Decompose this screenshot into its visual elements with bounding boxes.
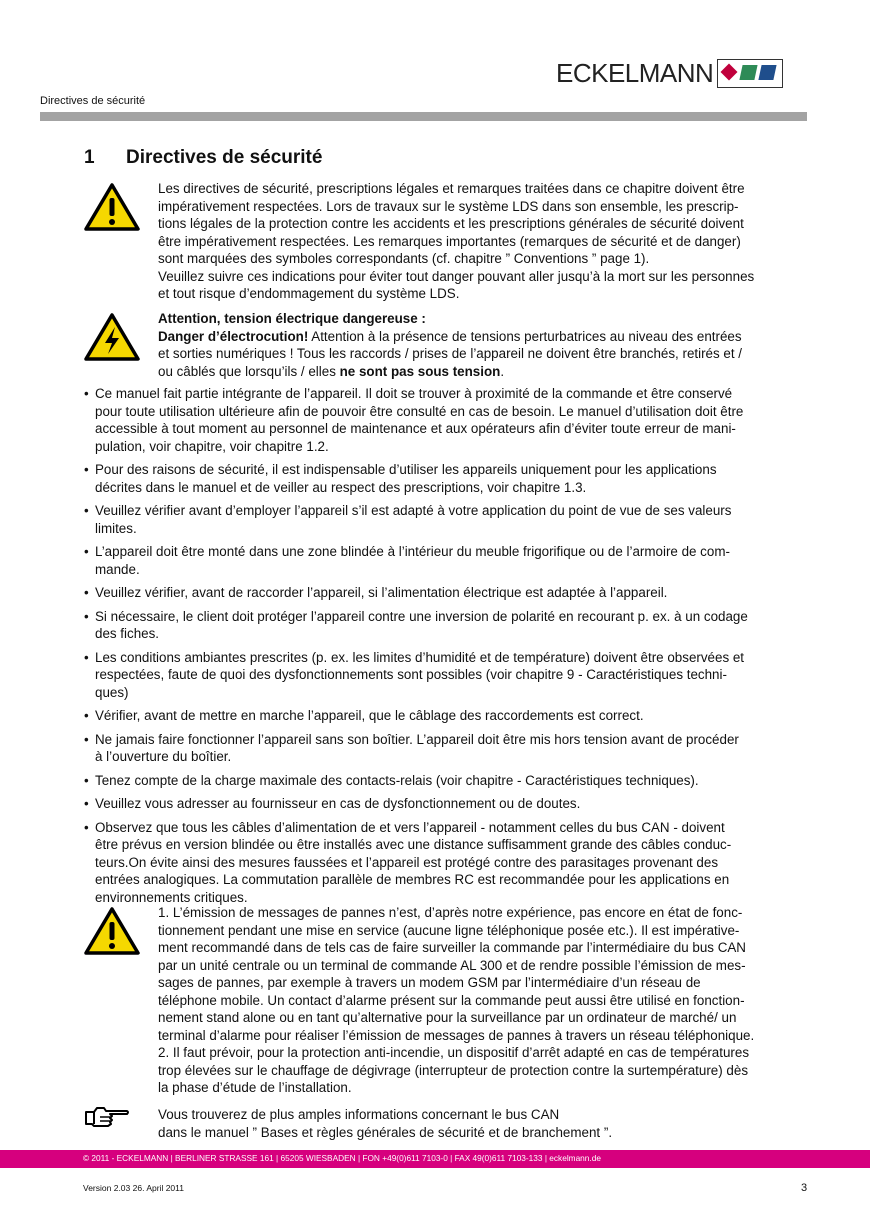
warning-triangle-icon [84,906,140,961]
high-voltage-icon [84,312,140,367]
logo-marks [717,59,783,88]
safety-bullet-list [84,385,810,912]
list-item: • Veuillez vérifier avant d’employer l’appareil s’il est adapté à votre application du point de vue de ses valeurs limites. [84,502,810,537]
list-item: • Tenez compte de la charge maximale des contacts-relais (voir chapitre - Caractéristiques techniques). [84,772,810,790]
voltage-warning: Attention, tension électrique dangereuse : Danger d’électrocution! Attention à la présence de tensions perturbatrices au niveau des entrées et sorties numériques ! Tous les raccords / prises de l’appareil ne doivent être branchés, retirés et / ou câblés que lorsqu’ils / elles ne sont pas sous tension. [158,310,810,380]
list-item: • Pour des raisons de sécurité, il est indispensable d’utiliser les appareils uniquement pour les applications décrites dans le manuel et de veiller au respect des prescriptions, voir chapitre 1.3. [84,461,810,496]
list-item: • Vérifier, avant de mettre en marche l’appareil, que le câblage des raccordements est correct. [84,707,810,725]
list-item: • Veuillez vous adresser au fournisseur en cas de dysfonctionnement ou de doutes. [84,795,810,813]
chapter-heading [84,147,322,169]
version-info: Version 2.03 26. April 2011 [83,1183,184,1193]
list-item: • Observez que tous les câbles d’alimentation de et vers l’appareil - notamment celles du bus CAN - doivent être prévus en version blindée ou être installés avec une distance suffisamment grande des câbles conduc- teurs.On évite ainsi des mesures faussées et l’appareil est protégé contre des parasitages provenant des entrées analogiques. La commutation parallèle de membres RC est recommandée pour les applications en environnements critiques. [84,819,810,907]
list-item: • Ce manuel fait partie intégrante de l’appareil. Il doit se trouver à proximité de la commande et être conservé pour toute utilisation ultérieure afin de pouvoir être consulté en cas de besoin. Le manuel d’utilisation doit être accessible à tout moment au personnel de maintenance et aux opérateurs afin d’éviter toute erreur de mani- pulation, voir chapitre, voir chapitre 1.2. [84,385,810,455]
list-item: • Ne jamais faire fonctionner l’appareil sans son boîtier. L’appareil doit être mis hors tension avant de procéder à l’ouverture du boîtier. [84,731,810,766]
chapter-number: 1 [84,147,95,168]
list-item: • Si nécessaire, le client doit protéger l’appareil contre une inversion de polarité en recourant p. ex. à un codage des fiches. [84,608,810,643]
page-number: 3 [801,1182,808,1194]
running-header: Directives de sécurité [40,95,146,107]
voltage-title: Attention, tension électrique dangereuse : [158,311,426,326]
header-rule [40,112,807,121]
logo-text: ECKELMANN [556,57,714,88]
alarm-warning-paragraph: 1. L’émission de messages de pannes n’est, d’après notre expérience, pas encore en état de fonc- tionnement pendant une mise en service (aucune ligne téléphonique posée etc.). Il est impérative- ment recommandé dans de tels cas de faire surveiller la commande par l’intermédiaire du bus CAN par un unité centrale ou un terminal de commande AL 300 et de rendre possible l’émission de mes- sages de pannes, par exemple à travers un modem GSM par l’intermédiaire d’un réseau de téléphone mobile. Un contact d’alarme présent sur la commande peut aussi être utilisé en fonction- nement stand alone ou en tant qu’alternative pour la surveillance par un ordinateur de marché/ un terminal d’alarme pour réaliser l’émission de messages de pannes à travers un réseau téléphonique. 2. Il faut prévoir, pour la protection anti-incendie, un dispositif d’arrêt adapté en cas de températures trop élevées sur le chauffage de dégivrage (interrupteur de protection contre la surtempérature) dès la phase d’étude de l’installation. [158,905,755,1095]
list-item: • Veuillez vérifier, avant de raccorder l’appareil, si l’alimentation électrique est adaptée à l’appareil. [84,584,810,602]
danger-label: Danger d’électrocution! [158,328,309,344]
footer-contact: © 2011 - ECKELMANN | BERLINER STRASSE 161 | 65205 WIESBADEN | FON +49(0)611 7103-0 | FAX 49(0)611 7103-133 | eckelmann.de [83,1153,601,1163]
eckelmann-logo [556,58,783,88]
list-item: • Les conditions ambiantes prescrites (p. ex. les limites d’humidité et de température) doivent être observées et respectées, faute de quoi des dysfonctionnements sont possibles (voir chapitre 9 - Caractéristiques techni- ques) [84,649,810,702]
logo-squares-icon [720,63,780,83]
intro-paragraph: Les directives de sécurité, prescriptions légales et remarques traitées dans ce chapitre doivent être impérativement respectées. Lors de travaux sur le système LDS dans son ensemble, les prescrip- tions légales de la protection contre les accidents et les prescriptions générales de sécurité doivent être impérativement respectées. Les remarques importantes (remarques de sécurité et de danger) sont marquées des symboles correspondants (cf. chapitre ” Conventions ” page 1). Veuillez suivre ces indications pour éviter tout danger pouvant aller jusqu’à la mort sur les personnes et tout risque d’endommagement du système LDS. [158,181,755,301]
can-bus-note: Vous trouverez de plus amples informations concernant le bus CAN dans le manuel ” Bases et règles générales de sécurité et de branchement ”. [158,1107,613,1140]
list-item: • L’appareil doit être monté dans une zone blindée à l’intérieur du meuble frigorifique ou de l’armoire de com- mande. [84,543,810,578]
chapter-title: Directives de sécurité [126,147,323,168]
pointing-hand-icon [84,1104,130,1135]
warning-triangle-icon [84,182,140,237]
